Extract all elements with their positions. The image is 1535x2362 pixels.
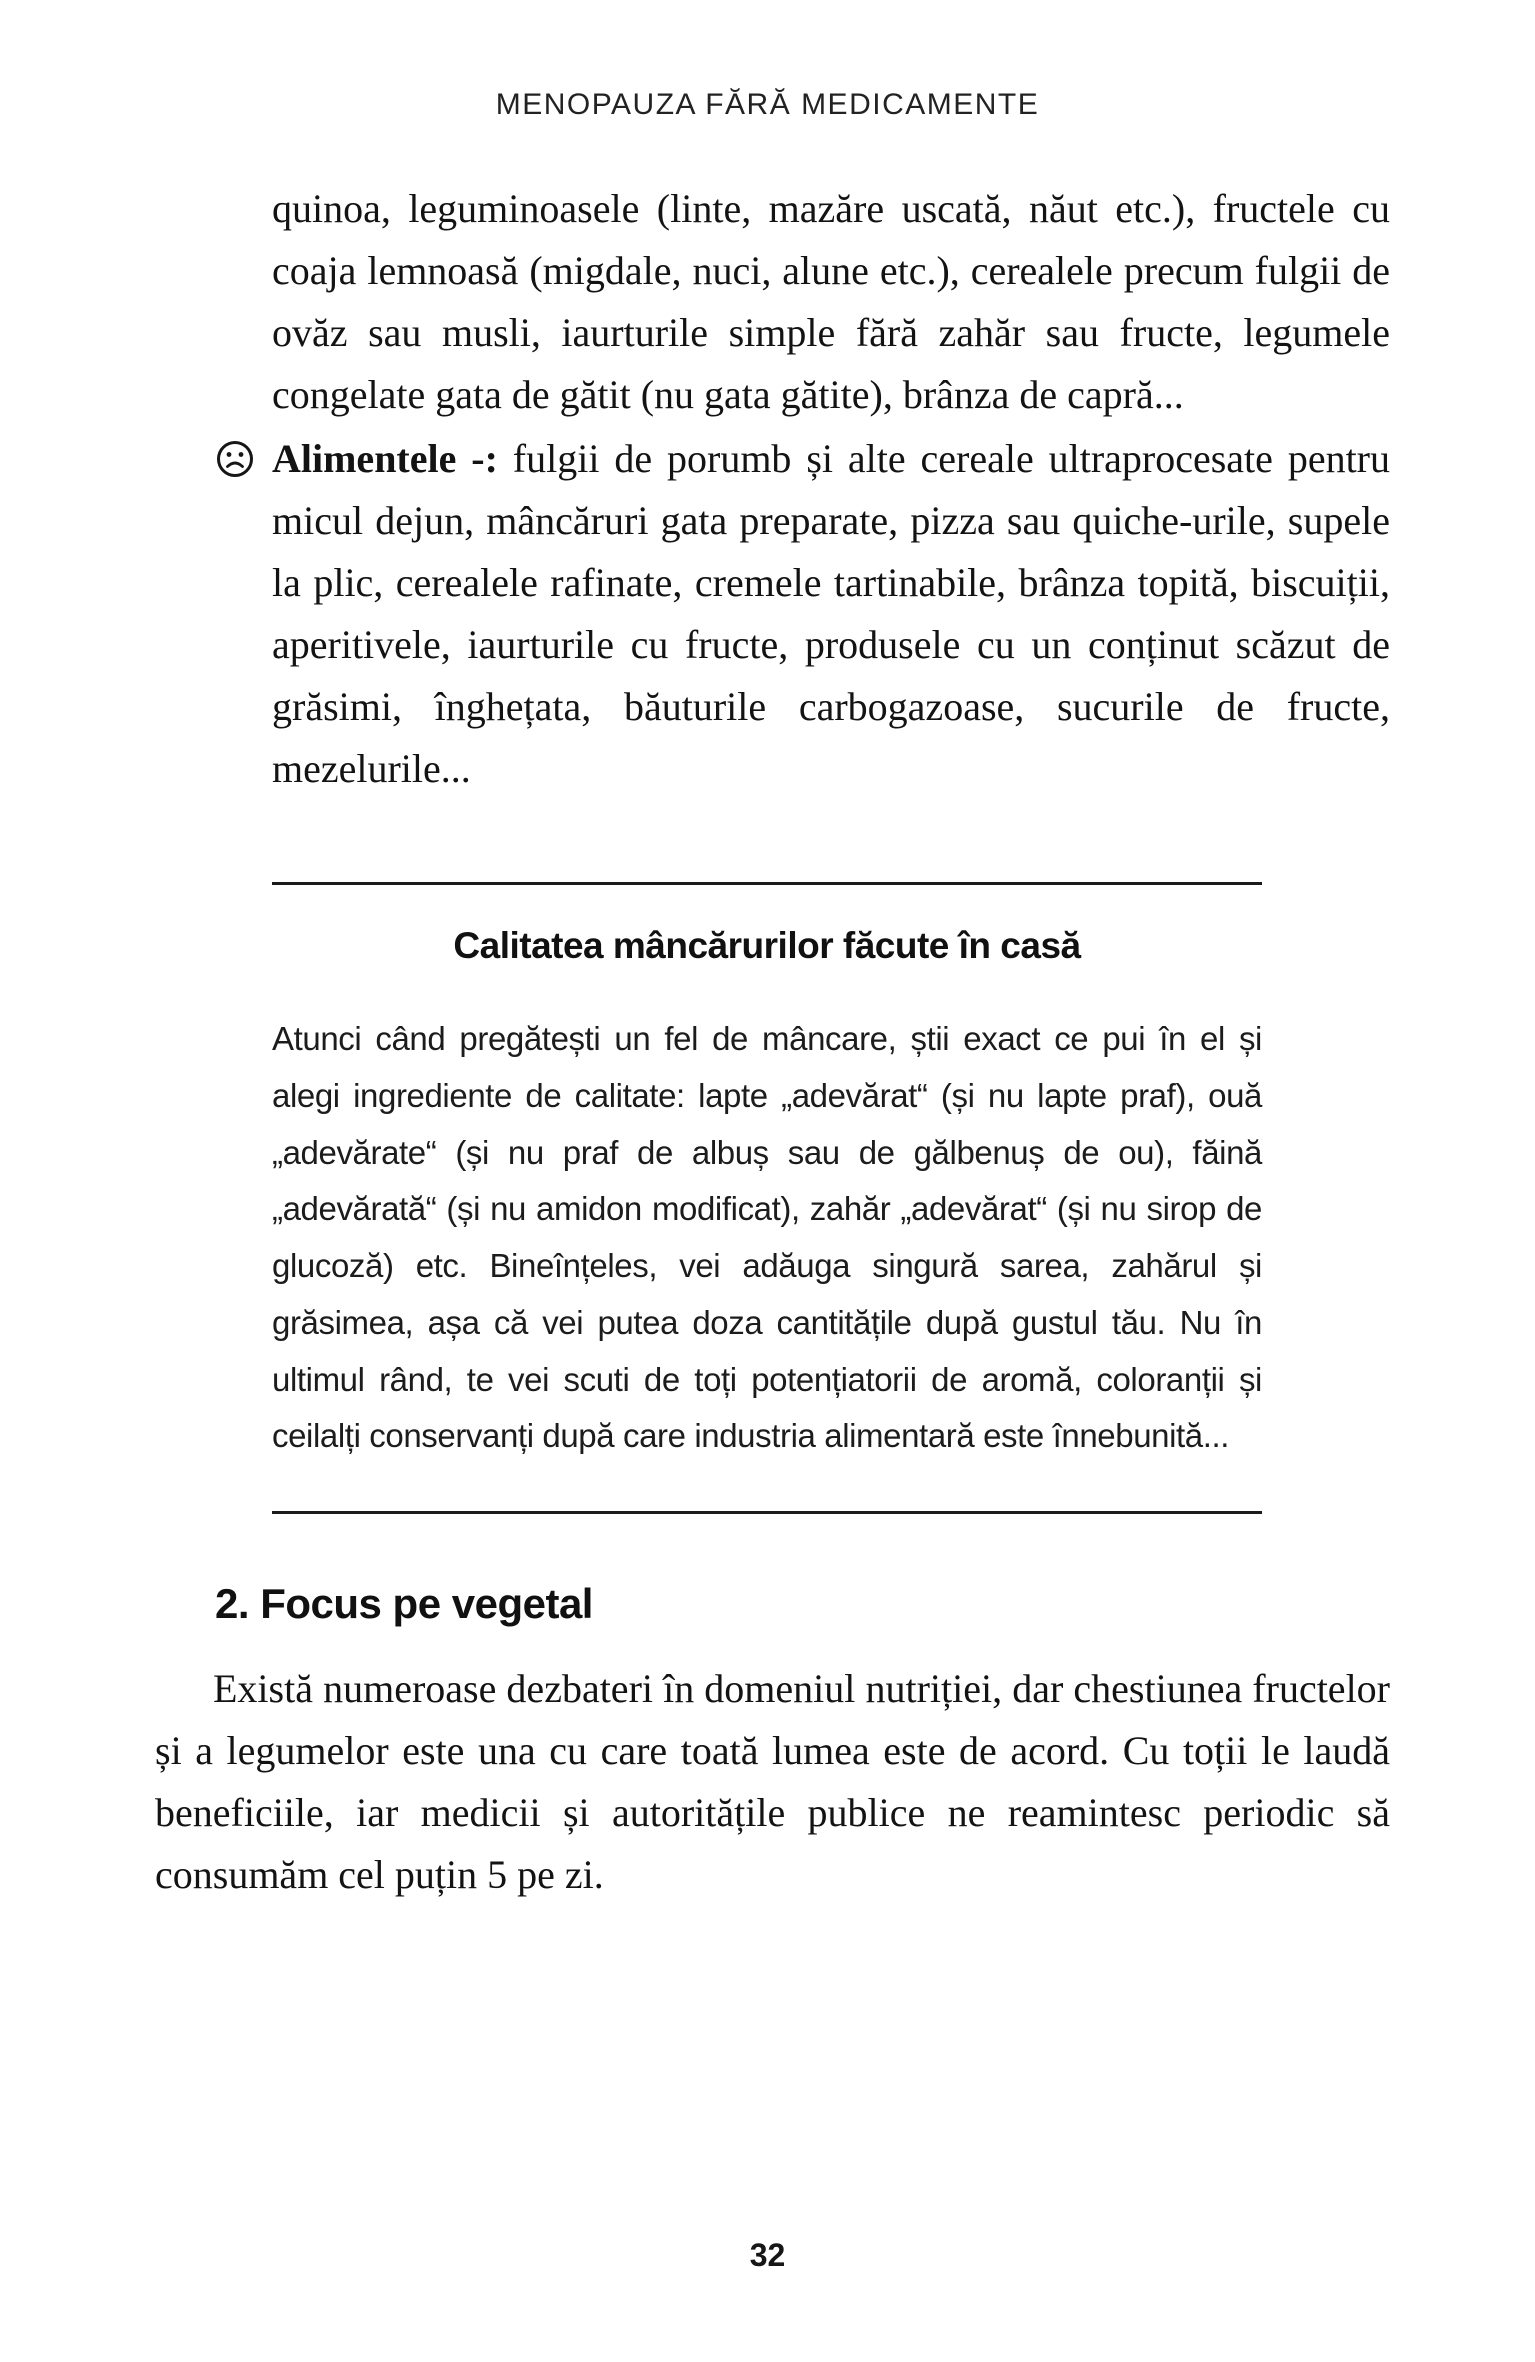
sad-face-icon (215, 439, 255, 479)
section-paragraph: Există numeroase dezbateri în domeniul nutriției, dar chestiunea fructelor și a legumelor este una cu care toată lumea este de acord. Cu toții le laudă beneficiile, iar medicii și autoritățile publice ne reamintesc periodic să consumăm cel puțin 5 pe zi. (155, 1666, 1390, 1897)
callout-box (272, 882, 1262, 1514)
page-content (0, 122, 1535, 1906)
box-bottom-rule (272, 1511, 1262, 1514)
food-list (272, 178, 1390, 800)
page-number: 32 (749, 2237, 786, 2273)
list-item (272, 428, 1390, 800)
list-item-label: Alimentele -: (272, 436, 498, 481)
list-item-text: fulgii de porumb și alte cereale ultraprocesate pentru micul dejun, mâncăruri gata preparate, pizza sau quiche-urile, supele la plic, cerealele rafinate, cremele tartinabile, brânza topită, biscuiții, aperitivele, iaurturile cu fructe, produsele cu un conținut scăzut de grăsimi, înghețata, băuturile carbogazoase, sucurile de fructe, mezelurile... (272, 436, 1390, 791)
section-heading: 2. Focus pe vegetal (215, 1580, 593, 1627)
box-title: Calitatea mâncărurilor făcute în casă (453, 925, 1081, 966)
running-header: MENOPAUZA FĂRĂ MEDICAMENTE (495, 88, 1040, 121)
box-top-rule (272, 882, 1262, 885)
list-item-paragraph (272, 428, 1390, 800)
list-continuation-text: quinoa, leguminoasele (linte, mazăre uscată, năut etc.), fructele cu coaja lemnoasă (migdale, nuci, alune etc.), cerealele precum fulgii de ovăz sau musli, iaurturile simple fără zahăr sau fructe, legumele congelate gata de gătit (nu gata gătite), brânza de capră... (272, 186, 1390, 417)
box-body-text: Atunci când pregătești un fel de mâncare, știi exact ce pui în el și alegi ingrediente de calitate: lapte „adevărat“ (și nu lapte praf), ouă „adevărate“ (și nu praf de albuș sau de gălbenuș de ou), făină „adevărată“ (și nu amidon modificat), zahăr „adevărat“ (și nu sirop de glucoză) etc. Bineînțeles, vei adăuga singură sarea, zahărul și grăsimea, așa că vei putea doza cantitățile după gustul tău. Nu în ultimul rând, te vei scuti de toți potențiatorii de aromă, coloranții și ceilalți conservanți după care industria alimentară este înnebunită... (272, 1020, 1262, 1455)
